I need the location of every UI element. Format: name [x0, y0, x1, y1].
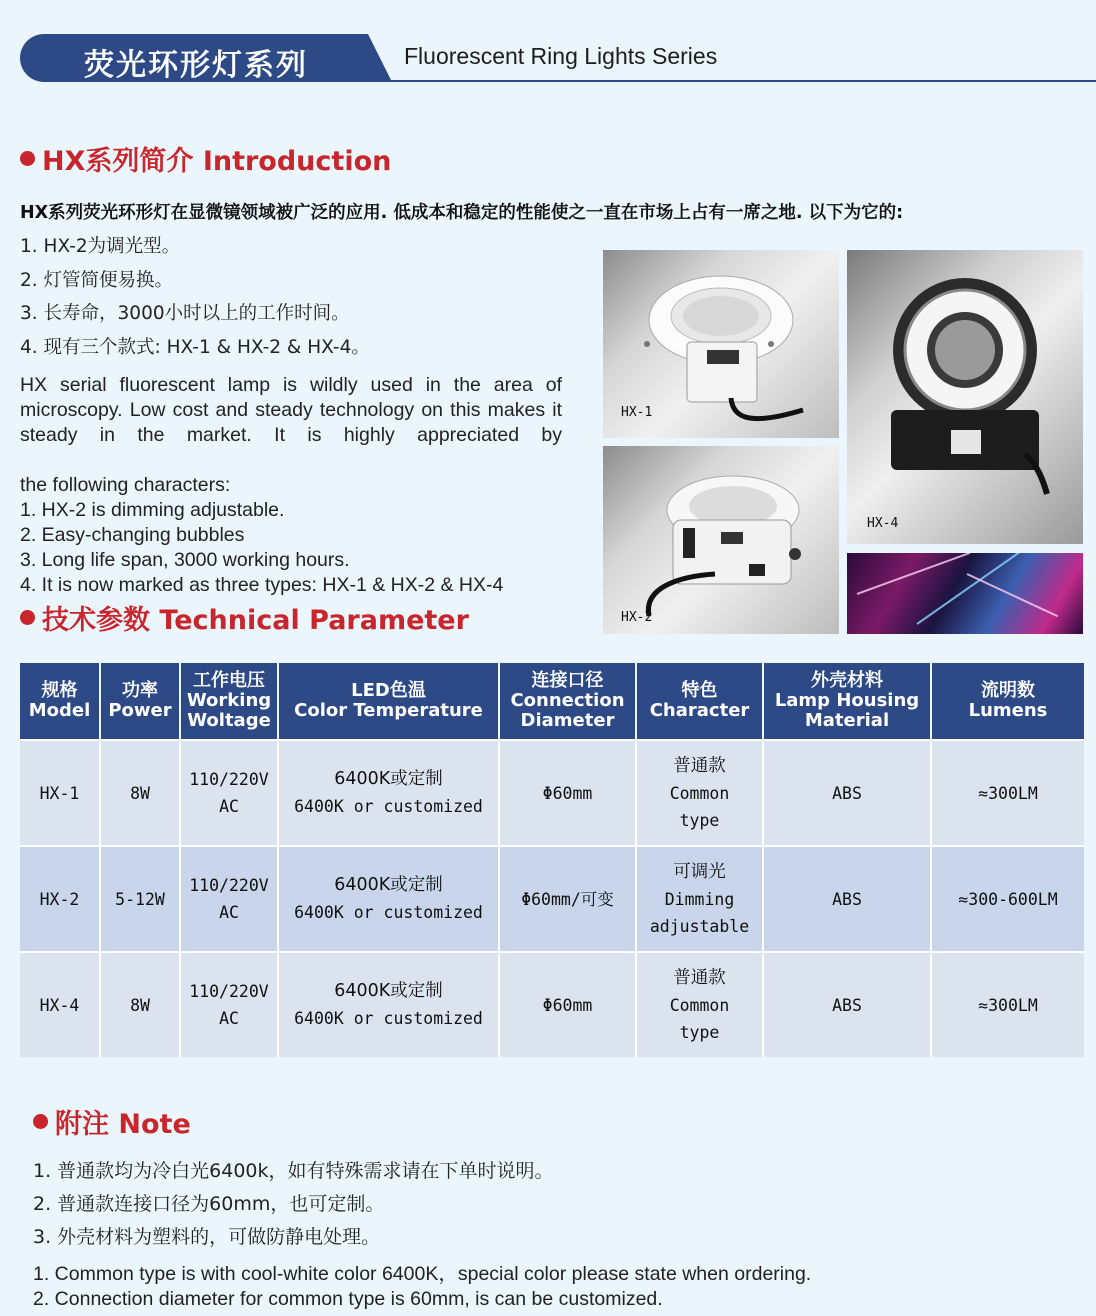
cell-voltage: 110/220V AC — [180, 846, 278, 952]
cell-lumens: ≈300LM — [931, 952, 1084, 1057]
cell-material: ABS — [763, 952, 931, 1057]
cell-color-temp: 6400K或定制 6400K or customized — [278, 952, 499, 1057]
list-item: 1. 普通款均为冷白光6400k，如有特殊需求请在下单时说明。 — [33, 1160, 554, 1182]
cell-power: 8W — [100, 740, 180, 846]
cell-diameter: Φ60mm/可变 — [499, 846, 636, 952]
table-row — [20, 846, 1084, 952]
list-item: 2. Connection diameter for common type is 60mm, is can be customized. — [33, 1288, 663, 1310]
note-heading — [33, 1102, 191, 1141]
intro-lead: HX系列荧光环形灯在显微镜领域被广泛的应用. 低成本和稳定的性能使之一直在市场上占有一席之地. 以下为它的: — [20, 203, 904, 223]
list-item: 3. 外壳材料为塑料的，可做防静电处理。 — [33, 1226, 381, 1248]
table-header-row — [20, 663, 1084, 740]
cell-color-temp: 6400K或定制 6400K or customized — [278, 846, 499, 952]
bullet-dot-icon — [20, 610, 35, 625]
list-item: 1. HX-2为调光型。 — [20, 236, 181, 257]
intro-text-en — [20, 373, 562, 598]
list-item: 1. Common type is with cool-white color 6400K，special color please state when ordering. — [33, 1263, 812, 1285]
list-item: 2. 灯管简便易换。 — [20, 269, 174, 291]
intro-paragraph-en-last: the following characters: — [20, 474, 231, 496]
photo-caption: HX-1 — [621, 405, 653, 420]
table-row — [20, 952, 1084, 1057]
cell-model: HX-1 — [20, 740, 100, 846]
banner-title-en: Fluorescent Ring Lights Series — [404, 43, 718, 69]
column-header-lumens: 流明数 Lumens — [931, 663, 1084, 740]
photo-caption: HX-4 — [867, 516, 899, 531]
cell-lumens: ≈300LM — [931, 740, 1084, 846]
ring-light-hx4-icon — [847, 250, 1083, 544]
intro-paragraph-en: HX serial fluorescent lamp is wildly used in the area of microscopy. Low cost and steady technology on this makes it steady in the market. It is highly appreciated by — [20, 374, 562, 446]
column-header-material: 外壳材料 Lamp Housing Material — [763, 663, 931, 740]
column-header-diameter: 连接口径 Connection Diameter — [499, 663, 636, 740]
cell-diameter: Φ60mm — [499, 952, 636, 1057]
note-list-cn — [33, 1155, 554, 1254]
product-photo-hx4 — [847, 250, 1083, 544]
cell-power: 5-12W — [100, 846, 180, 952]
note-list-en — [33, 1262, 811, 1312]
header-banner — [20, 34, 1096, 84]
list-item: 2. Easy-changing bubbles — [20, 524, 245, 546]
bullet-dot-icon — [20, 151, 35, 166]
product-photo-hx1 — [603, 250, 839, 438]
parameter-table — [20, 663, 1084, 1057]
list-item: 3. 长寿命，3000小时以上的工作时间。 — [20, 303, 350, 324]
photo-caption: HX-2 — [621, 610, 653, 625]
list-item: 4. 现有三个款式: HX-1 & HX-2 & HX-4。 — [20, 336, 370, 358]
cell-voltage: 110/220V AC — [180, 740, 278, 846]
intro-list-cn — [20, 230, 370, 364]
list-item: 1. HX-2 is dimming adjustable. — [20, 499, 285, 521]
ring-light-hx2-icon — [603, 446, 839, 634]
cell-lumens: ≈300-600LM — [931, 846, 1084, 952]
column-header-color-temp: LED色温 Color Temperature — [278, 663, 499, 740]
cell-diameter: Φ60mm — [499, 740, 636, 846]
cell-material: ABS — [763, 740, 931, 846]
column-header-power: 功率 Power — [100, 663, 180, 740]
list-item: 3. Long life span, 3000 working hours. — [20, 549, 350, 571]
cell-character: 普通款 Common type — [636, 740, 763, 846]
cell-power: 8W — [100, 952, 180, 1057]
column-header-character: 特色 Character — [636, 663, 763, 740]
table-row — [20, 740, 1084, 846]
column-header-model: 规格 Model — [20, 663, 100, 740]
cell-character: 普通款 Common type — [636, 952, 763, 1057]
cell-model: HX-2 — [20, 846, 100, 952]
note-heading-text: 附注 Note — [55, 1109, 191, 1140]
list-item: 2. 普通款连接口径为60mm，也可定制。 — [33, 1193, 385, 1215]
list-item: 4. It is now marked as three types: HX-1 & HX-2 & HX-4 — [20, 574, 504, 596]
decorative-light-photo — [847, 553, 1083, 634]
banner-rule — [390, 80, 1096, 82]
banner-title-cn: 荧光环形灯系列 — [84, 48, 308, 83]
cell-material: ABS — [763, 846, 931, 952]
cell-voltage: 110/220V AC — [180, 952, 278, 1057]
cell-color-temp: 6400K或定制 6400K or customized — [278, 740, 499, 846]
cell-character: 可调光 Dimming adjustable — [636, 846, 763, 952]
intro-heading — [20, 139, 391, 178]
product-photo-hx2 — [603, 446, 839, 634]
tech-heading-text: 技术参数 Technical Parameter — [42, 605, 469, 636]
tech-heading — [20, 598, 469, 637]
column-header-voltage: 工作电压 Working Woltage — [180, 663, 278, 740]
bullet-dot-icon — [33, 1114, 48, 1129]
intro-heading-text: HX系列简介 Introduction — [42, 146, 392, 177]
cell-model: HX-4 — [20, 952, 100, 1057]
